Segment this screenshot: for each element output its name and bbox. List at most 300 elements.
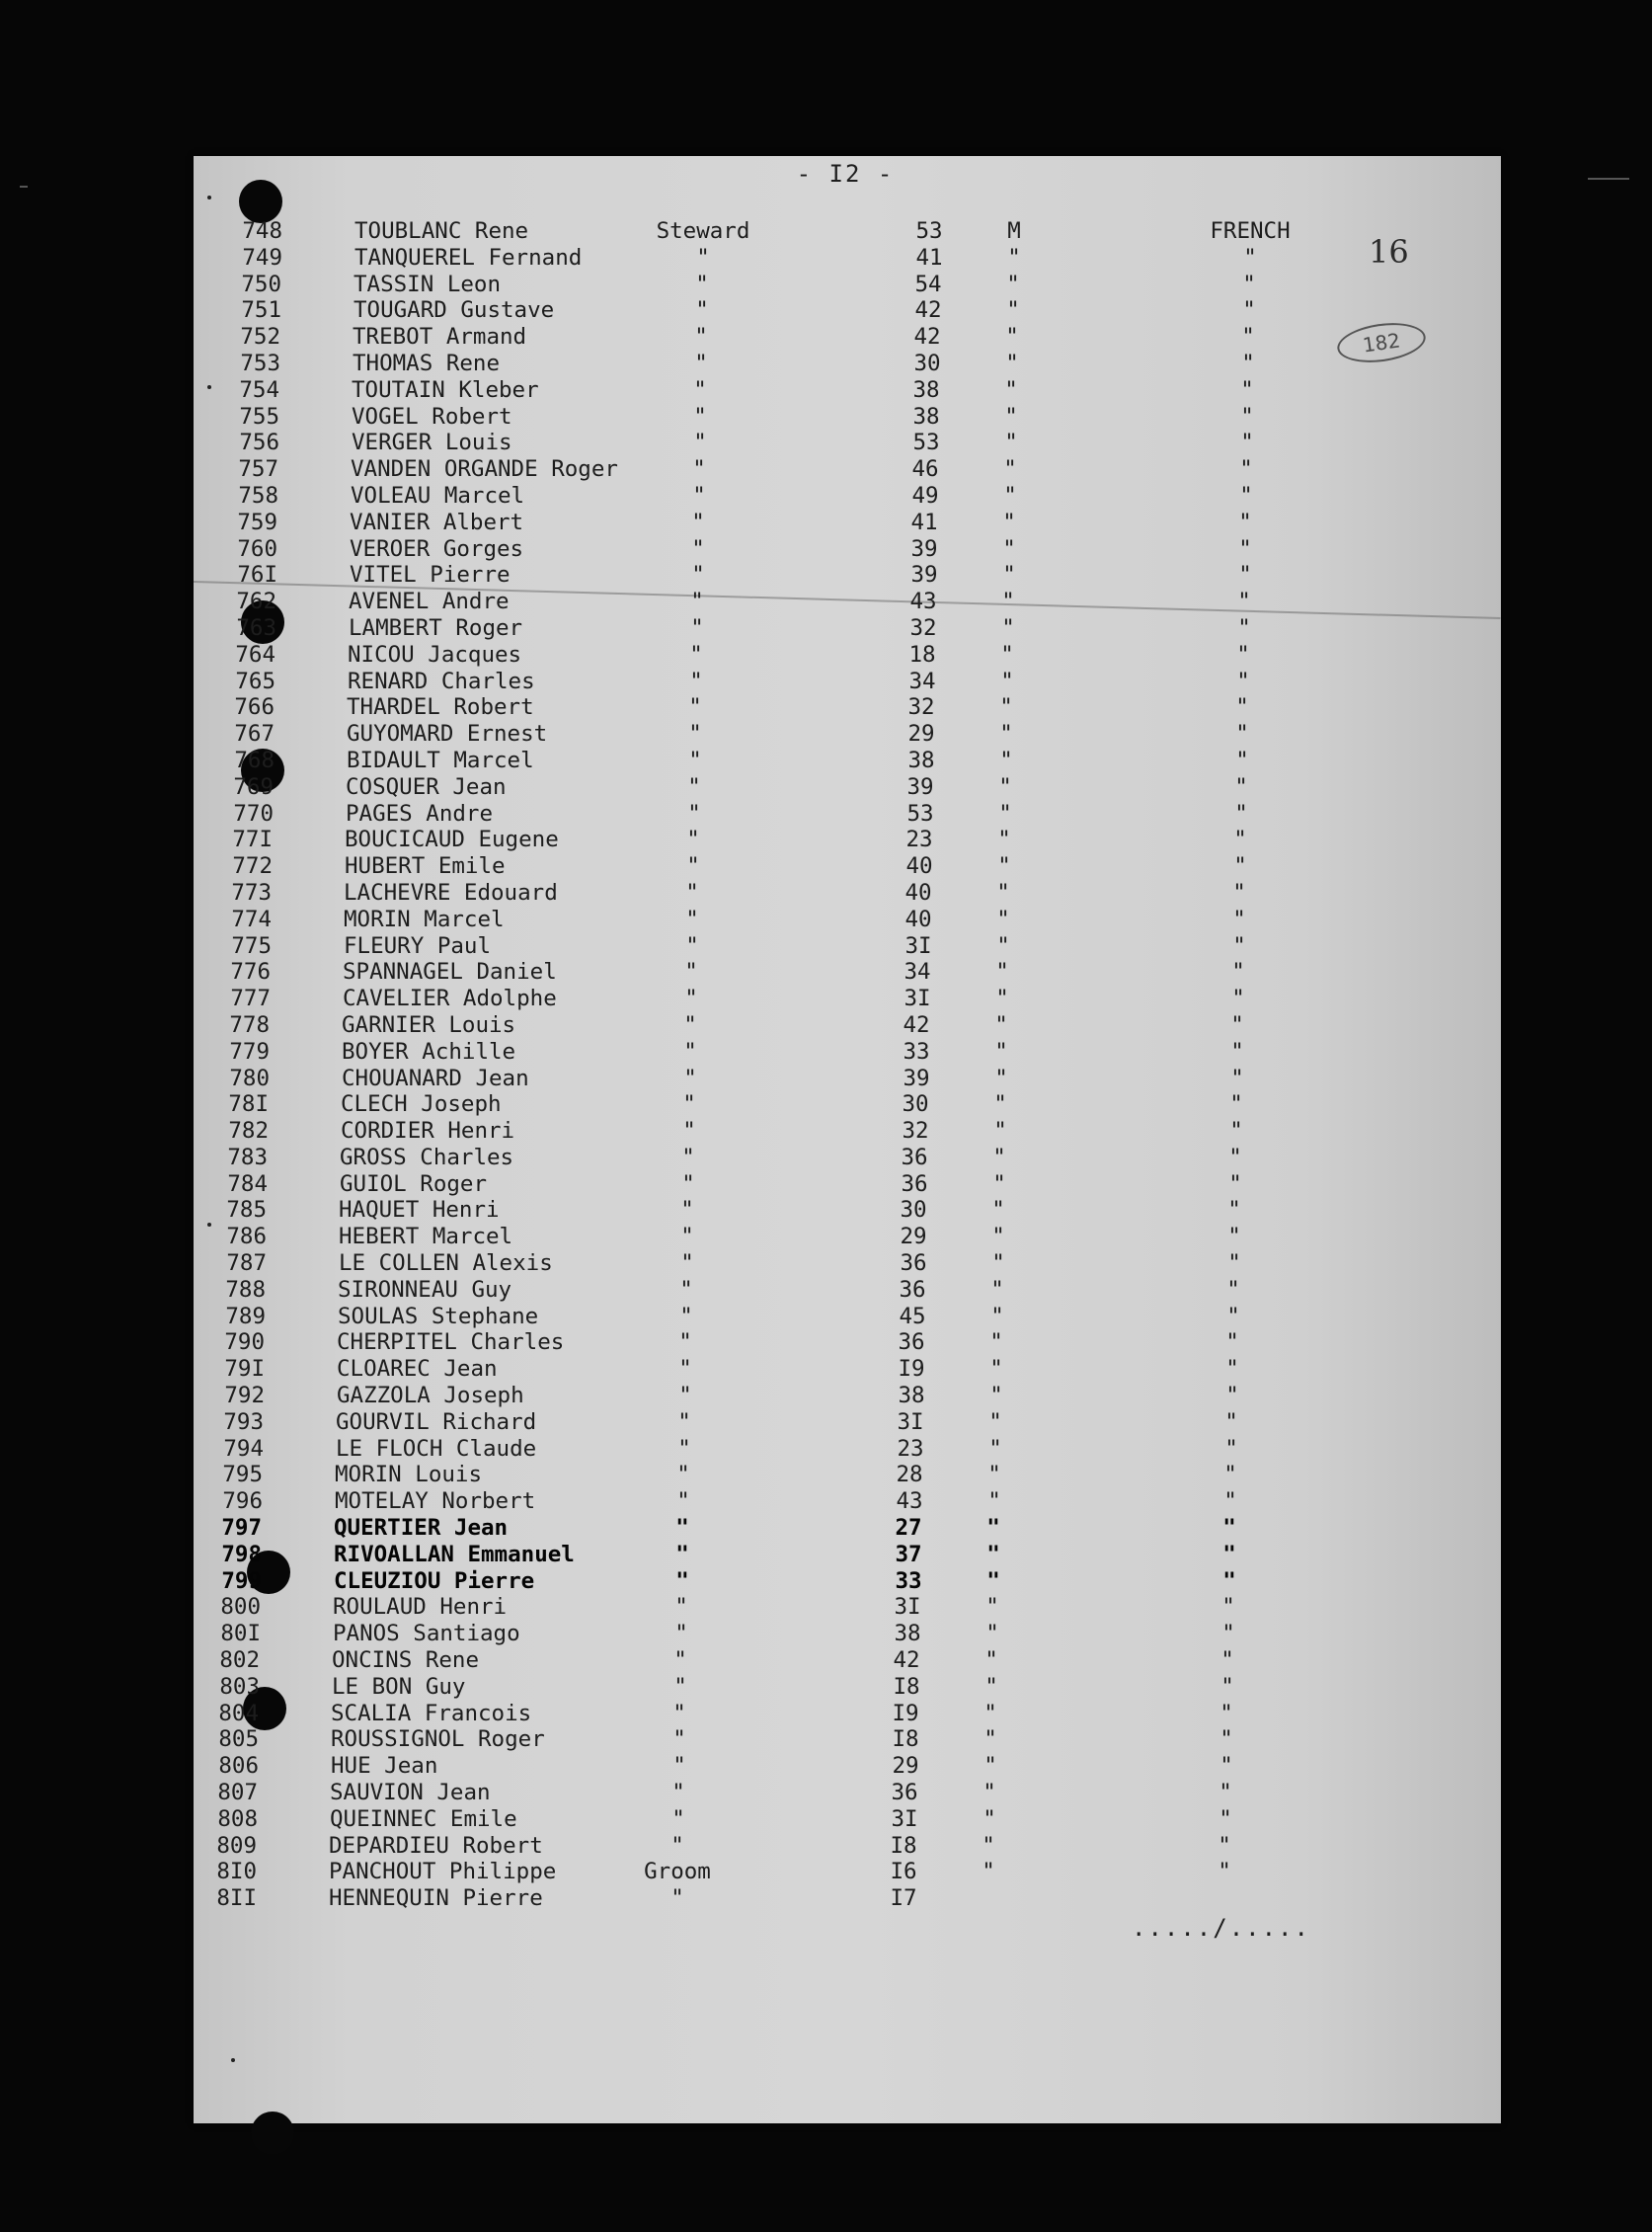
crew-sex: ": [1001, 614, 1015, 641]
crew-number: 794: [223, 1435, 264, 1462]
crew-age: 36: [900, 1250, 927, 1277]
crew-name: THARDEL Robert: [347, 694, 534, 721]
crew-sex: ": [983, 1805, 996, 1832]
crew-sex: ": [1004, 376, 1018, 403]
roster-row: [194, 1409, 1501, 1436]
crew-number: 805: [218, 1726, 259, 1753]
crew-nationality: ": [1242, 271, 1256, 297]
crew-sex: ": [983, 1700, 997, 1726]
speck: [207, 196, 211, 199]
crew-sex: ": [991, 1224, 1005, 1250]
crew-rank: ": [696, 244, 710, 271]
crew-age: 30: [900, 1197, 927, 1224]
crew-sex: ": [995, 959, 1009, 986]
crew-number: 762: [236, 589, 276, 615]
crew-age: 18: [908, 641, 936, 668]
crew-sex: ": [1003, 482, 1017, 509]
crew-rank: ": [679, 1303, 693, 1329]
crew-sex: ": [986, 1515, 1000, 1542]
roster-row: [194, 1383, 1501, 1409]
crew-age: 41: [910, 509, 938, 535]
page-number: - I2 -: [796, 160, 895, 188]
crew-sex: ": [999, 747, 1013, 773]
crew-number: 798: [221, 1541, 262, 1567]
crew-nationality: ": [1223, 1462, 1237, 1488]
crew-number: 769: [233, 773, 274, 800]
crew-rank: ": [676, 1488, 690, 1515]
crew-name: MORIN Marcel: [344, 906, 505, 932]
crew-nationality: ": [1234, 800, 1248, 827]
crew-name: CHOUANARD Jean: [342, 1065, 529, 1091]
crew-nationality: ": [1233, 827, 1247, 853]
crew-number: 783: [227, 1144, 268, 1170]
roster-row: [194, 1277, 1501, 1304]
crew-age: 34: [904, 959, 931, 986]
roster-row: [194, 272, 1501, 298]
roster-row: [194, 562, 1501, 589]
crew-nationality: ": [1235, 721, 1249, 748]
roster-row: [194, 1674, 1501, 1701]
crew-rank: ": [675, 1541, 689, 1567]
roster-row: [194, 986, 1501, 1012]
crew-roster: [194, 218, 1501, 1912]
crew-number: 748: [242, 218, 282, 244]
crew-number: 809: [216, 1832, 257, 1859]
crew-number: 79I: [224, 1356, 265, 1383]
crew-sex: ": [992, 1170, 1006, 1197]
crew-rank: ": [694, 350, 708, 376]
crew-nationality: ": [1240, 376, 1254, 403]
punch-hole-icon: [239, 180, 282, 223]
crew-nationality: ": [1229, 1118, 1243, 1145]
crew-nationality: ": [1236, 641, 1250, 668]
crew-age: 42: [913, 324, 941, 351]
crew-rank: ": [673, 1647, 687, 1674]
crew-age: 33: [903, 1038, 930, 1065]
crew-nationality: ": [1230, 1011, 1244, 1038]
crew-name: LE BON Guy: [332, 1673, 466, 1700]
crew-nationality: ": [1225, 1329, 1239, 1356]
crew-nationality: ": [1241, 324, 1255, 351]
roster-row: [194, 1753, 1501, 1780]
crew-rank: Steward: [656, 218, 750, 244]
crew-name: CAVELIER Adolphe: [343, 986, 557, 1012]
crew-nationality: ": [1233, 853, 1247, 880]
crew-nationality: ": [1227, 1224, 1241, 1250]
crew-age: I8: [893, 1673, 920, 1700]
crew-number: 763: [236, 614, 276, 641]
crew-rank: ": [681, 1170, 695, 1197]
crew-number: 80I: [220, 1621, 261, 1647]
crew-age: 32: [902, 1118, 929, 1145]
crew-nationality: ": [1235, 747, 1249, 773]
crew-number: 78I: [228, 1091, 269, 1118]
roster-row: [194, 748, 1501, 774]
crew-number: 773: [231, 879, 272, 906]
crew-name: CHERPITEL Charles: [337, 1329, 565, 1356]
crew-rank: ": [685, 932, 699, 959]
roster-row: [194, 615, 1501, 642]
crew-number: 765: [235, 668, 275, 694]
crew-nationality: ": [1236, 668, 1250, 694]
crew-age: I9: [892, 1700, 919, 1726]
crew-number: 758: [238, 482, 278, 509]
crew-number: 778: [229, 1011, 270, 1038]
crew-name: VANDEN ORGANDE Roger: [351, 456, 618, 483]
crew-name: CORDIER Henri: [341, 1118, 515, 1145]
crew-name: HUBERT Emile: [345, 853, 506, 880]
roster-row: [194, 1833, 1501, 1860]
crew-sex: ": [991, 1250, 1005, 1277]
crew-age: 29: [892, 1753, 919, 1780]
crew-number: 795: [222, 1462, 263, 1488]
crew-rank: ": [692, 482, 706, 509]
crew-sex: ": [1007, 244, 1021, 271]
roster-row: [194, 456, 1501, 483]
crew-name: RIVOALLAN Emmanuel: [334, 1541, 575, 1567]
roster-row: [194, 853, 1501, 880]
crew-number: 775: [231, 932, 272, 959]
crew-age: 3I: [891, 1805, 918, 1832]
corner-number: 16: [1369, 233, 1409, 271]
crew-sex: ": [1005, 350, 1019, 376]
crew-sex: ": [989, 1329, 1003, 1356]
crew-age: 3I: [905, 932, 932, 959]
crew-number: 774: [231, 906, 272, 932]
crew-sex: ": [988, 1435, 1002, 1462]
crew-name: GARNIER Louis: [342, 1011, 516, 1038]
crew-sex: ": [996, 932, 1010, 959]
crew-age: 3I: [904, 986, 931, 1012]
roster-row: [194, 1885, 1501, 1912]
crew-rank: ": [672, 1700, 686, 1726]
crew-name: TREBOT Armand: [353, 324, 527, 351]
crew-age: 49: [911, 482, 939, 509]
crew-number: 782: [228, 1118, 269, 1145]
crew-nationality: ": [1222, 1515, 1236, 1542]
crew-name: SPANNAGEL Daniel: [343, 959, 557, 986]
crew-rank: ": [670, 1832, 684, 1859]
crew-number: 806: [218, 1753, 259, 1780]
crew-name: CLEUZIOU Pierre: [334, 1567, 535, 1594]
crew-name: AVENEL Andre: [349, 589, 510, 615]
crew-rank: ": [693, 430, 707, 456]
crew-number: 764: [235, 641, 275, 668]
crew-name: THOMAS Rene: [353, 350, 501, 376]
crew-rank: ": [686, 827, 700, 853]
crew-sex: ": [1000, 668, 1014, 694]
crew-number: 792: [224, 1383, 265, 1409]
crew-nationality: ": [1231, 986, 1245, 1012]
crew-sex: ": [999, 721, 1013, 748]
crew-nationality: ": [1239, 482, 1253, 509]
crew-sex: ": [986, 1541, 1000, 1567]
crew-rank: ": [693, 376, 707, 403]
document-page: [194, 156, 1501, 2123]
crew-age: I8: [892, 1726, 919, 1753]
crew-nationality: ": [1240, 430, 1254, 456]
crew-nationality: ": [1238, 535, 1252, 562]
crew-rank: ": [675, 1567, 689, 1594]
crew-age: 36: [898, 1329, 925, 1356]
crew-sex: ": [993, 1091, 1007, 1118]
crew-rank: ": [691, 535, 705, 562]
roster-row: [194, 351, 1501, 377]
crew-name: GUIOL Roger: [340, 1170, 488, 1197]
roster-row: [194, 1118, 1501, 1145]
crew-sex: ": [1004, 403, 1018, 430]
roster-row: [194, 1621, 1501, 1647]
roster-row: [194, 642, 1501, 669]
crew-nationality: ": [1235, 694, 1249, 721]
crew-age: 53: [912, 430, 940, 456]
crew-name: FLEURY Paul: [344, 932, 492, 959]
roster-row: [194, 1171, 1501, 1198]
crew-nationality: ": [1220, 1647, 1234, 1674]
crew-name: SCALIA Francois: [331, 1700, 532, 1726]
crew-sex: ": [1006, 271, 1020, 297]
crew-rank: ": [677, 1435, 691, 1462]
crew-sex: ": [985, 1621, 999, 1647]
crew-nationality: ": [1229, 1091, 1243, 1118]
crew-name: PANOS Santiago: [333, 1621, 520, 1647]
crew-sex: ": [983, 1780, 996, 1806]
crew-age: 39: [910, 535, 938, 562]
crew-name: ROUSSIGNOL Roger: [331, 1726, 545, 1753]
crew-age: 38: [912, 403, 940, 430]
crew-age: 3I: [897, 1408, 924, 1435]
crew-name: COSQUER Jean: [346, 773, 507, 800]
crew-number: 799: [221, 1567, 262, 1594]
crew-nationality: ": [1219, 1753, 1233, 1780]
crew-number: 756: [239, 430, 279, 456]
crew-age: 41: [915, 244, 943, 271]
crew-number: 757: [238, 456, 278, 483]
crew-age: 36: [899, 1276, 926, 1303]
crew-rank: ": [678, 1356, 692, 1383]
crew-rank: ": [681, 1144, 695, 1170]
crew-sex: ": [1006, 297, 1020, 324]
roster-row: [194, 1806, 1501, 1833]
roster-row: [194, 218, 1501, 245]
roster-row: [194, 1436, 1501, 1463]
crew-age: 39: [906, 773, 934, 800]
crew-rank: ": [672, 1753, 686, 1780]
crew-rank: ": [671, 1805, 685, 1832]
roster-row: [194, 907, 1501, 933]
crew-sex: ": [1002, 509, 1016, 535]
crew-age: 54: [914, 271, 942, 297]
crew-rank: ": [691, 562, 705, 589]
crew-age: 36: [891, 1780, 918, 1806]
crew-age: 42: [903, 1011, 930, 1038]
crew-number: 780: [229, 1065, 270, 1091]
roster-row: [194, 483, 1501, 510]
crew-name: HAQUET Henri: [339, 1197, 500, 1224]
crew-name: VOLEAU Marcel: [351, 482, 525, 509]
crew-name: VERGER Louis: [352, 430, 512, 456]
crew-rank: ": [682, 1091, 696, 1118]
crew-number: 803: [219, 1673, 260, 1700]
crew-number: 767: [234, 721, 275, 748]
crew-age: 28: [896, 1462, 923, 1488]
crew-rank: ": [695, 297, 709, 324]
crew-sex: ": [999, 694, 1013, 721]
crew-name: VOGEL Robert: [352, 403, 512, 430]
crew-rank: ": [688, 747, 702, 773]
crew-rank: ": [672, 1726, 686, 1753]
roster-row: [194, 1780, 1501, 1806]
crew-nationality: FRENCH: [1210, 218, 1291, 244]
crew-number: 77I: [232, 827, 273, 853]
crew-age: 40: [905, 853, 933, 880]
roster-row: [194, 377, 1501, 404]
crew-number: 753: [240, 350, 280, 376]
roster-row: [194, 880, 1501, 907]
crew-sex: ": [1002, 562, 1016, 589]
crew-rank: ": [675, 1515, 689, 1542]
roster-row: [194, 1250, 1501, 1277]
crew-sex: ": [983, 1753, 997, 1780]
crew-rank: ": [683, 1011, 697, 1038]
crew-nationality: ": [1240, 403, 1254, 430]
crew-sex: ": [994, 1038, 1008, 1065]
punch-hole-icon: [251, 2112, 294, 2155]
roster-row: [194, 245, 1501, 272]
crew-sex: ": [1005, 324, 1019, 351]
crew-sex: ": [985, 1594, 999, 1621]
crew-number: 750: [241, 271, 281, 297]
crew-sex: ": [1002, 535, 1016, 562]
crew-rank: ": [691, 509, 705, 535]
crew-number: 788: [225, 1276, 266, 1303]
crew-nationality: ": [1232, 879, 1246, 906]
crew-sex: ": [998, 773, 1012, 800]
crew-number: 776: [230, 959, 271, 986]
crew-age: 39: [903, 1065, 930, 1091]
crew-nationality: ": [1228, 1170, 1242, 1197]
crew-sex: ": [986, 1567, 1000, 1594]
roster-row: [194, 1039, 1501, 1066]
crew-sex: ": [994, 1065, 1008, 1091]
crew-sex: ": [996, 906, 1010, 932]
crew-nationality: ": [1230, 1038, 1244, 1065]
roster-row: [194, 959, 1501, 986]
crew-age: 37: [895, 1541, 922, 1567]
crew-sex: ": [994, 1011, 1008, 1038]
crew-age: 29: [907, 721, 935, 748]
crew-number: 786: [226, 1224, 267, 1250]
crew-sex: ": [984, 1673, 998, 1700]
crew-number: 76I: [237, 562, 277, 589]
crew-age: 46: [911, 456, 939, 483]
crew-rank: ": [689, 641, 703, 668]
crew-name: CLOAREC Jean: [337, 1356, 498, 1383]
crew-sex: ": [993, 1118, 1007, 1145]
crew-rank: ": [679, 1276, 693, 1303]
crew-number: 768: [234, 747, 275, 773]
crew-age: 45: [899, 1303, 926, 1329]
crew-nationality: ": [1219, 1805, 1232, 1832]
crew-sex: ": [983, 1726, 997, 1753]
crew-age: 29: [900, 1224, 927, 1250]
crew-age: 36: [901, 1144, 928, 1170]
crew-rank: ": [685, 879, 699, 906]
roster-row: [194, 1329, 1501, 1356]
crew-nationality: ": [1224, 1408, 1238, 1435]
crew-rank: ": [680, 1224, 694, 1250]
roster-row: [194, 933, 1501, 960]
crew-rank: ": [694, 324, 708, 351]
crew-name: HEBERT Marcel: [339, 1224, 513, 1250]
crew-sex: ": [992, 1144, 1006, 1170]
roster-row: [194, 430, 1501, 456]
crew-nationality: ": [1222, 1567, 1236, 1594]
crew-age: 53: [915, 218, 943, 244]
crew-number: 802: [219, 1647, 260, 1674]
crew-sex: ": [1000, 641, 1014, 668]
roster-row: [194, 1145, 1501, 1171]
crew-rank: ": [690, 614, 704, 641]
roster-row: [194, 1568, 1501, 1595]
crew-nationality: ": [1219, 1780, 1232, 1806]
crew-age: 32: [907, 694, 935, 721]
crew-age: I8: [890, 1832, 917, 1859]
roster-row: [194, 1091, 1501, 1118]
crew-rank: ": [674, 1594, 688, 1621]
crew-number: 790: [224, 1329, 265, 1356]
stamp-text: 182: [1361, 328, 1402, 358]
crew-age: I9: [898, 1356, 925, 1383]
crew-nationality: ": [1241, 350, 1255, 376]
crew-rank: ": [678, 1329, 692, 1356]
crew-age: 53: [906, 800, 934, 827]
roster-row: [194, 324, 1501, 351]
roster-row: [194, 1594, 1501, 1621]
crew-nationality: ": [1218, 1859, 1231, 1885]
crew-rank: ": [695, 271, 709, 297]
roster-row: [194, 1012, 1501, 1039]
crew-age: 38: [894, 1621, 921, 1647]
crew-number: 8II: [216, 1885, 257, 1912]
crew-age: 42: [893, 1647, 920, 1674]
roster-row: [194, 536, 1501, 563]
crew-number: 807: [217, 1780, 258, 1806]
crew-name: SAUVION Jean: [330, 1780, 491, 1806]
crew-nationality: ": [1243, 244, 1257, 271]
crew-nationality: ": [1221, 1621, 1235, 1647]
crew-rank: ": [671, 1780, 685, 1806]
crew-name: PAGES Andre: [346, 800, 494, 827]
crew-sex: ": [1001, 589, 1015, 615]
crew-age: I7: [890, 1885, 917, 1912]
crew-nationality: ": [1234, 773, 1248, 800]
crew-age: 42: [914, 297, 942, 324]
crew-nationality: ": [1227, 1250, 1241, 1277]
crew-name: NICOU Jacques: [348, 641, 522, 668]
film-scratch: [20, 186, 28, 188]
crew-name: HUE Jean: [331, 1753, 438, 1780]
crew-age: 3I: [894, 1594, 921, 1621]
crew-age: 43: [909, 589, 937, 615]
crew-sex: ": [990, 1276, 1004, 1303]
crew-rank: ": [676, 1462, 690, 1488]
crew-name: QUERTIER Jean: [334, 1515, 509, 1542]
crew-name: CLECH Joseph: [341, 1091, 502, 1118]
roster-row: [194, 1197, 1501, 1224]
continuation-mark: ...../.....: [1132, 1914, 1310, 1942]
crew-number: 754: [239, 376, 279, 403]
